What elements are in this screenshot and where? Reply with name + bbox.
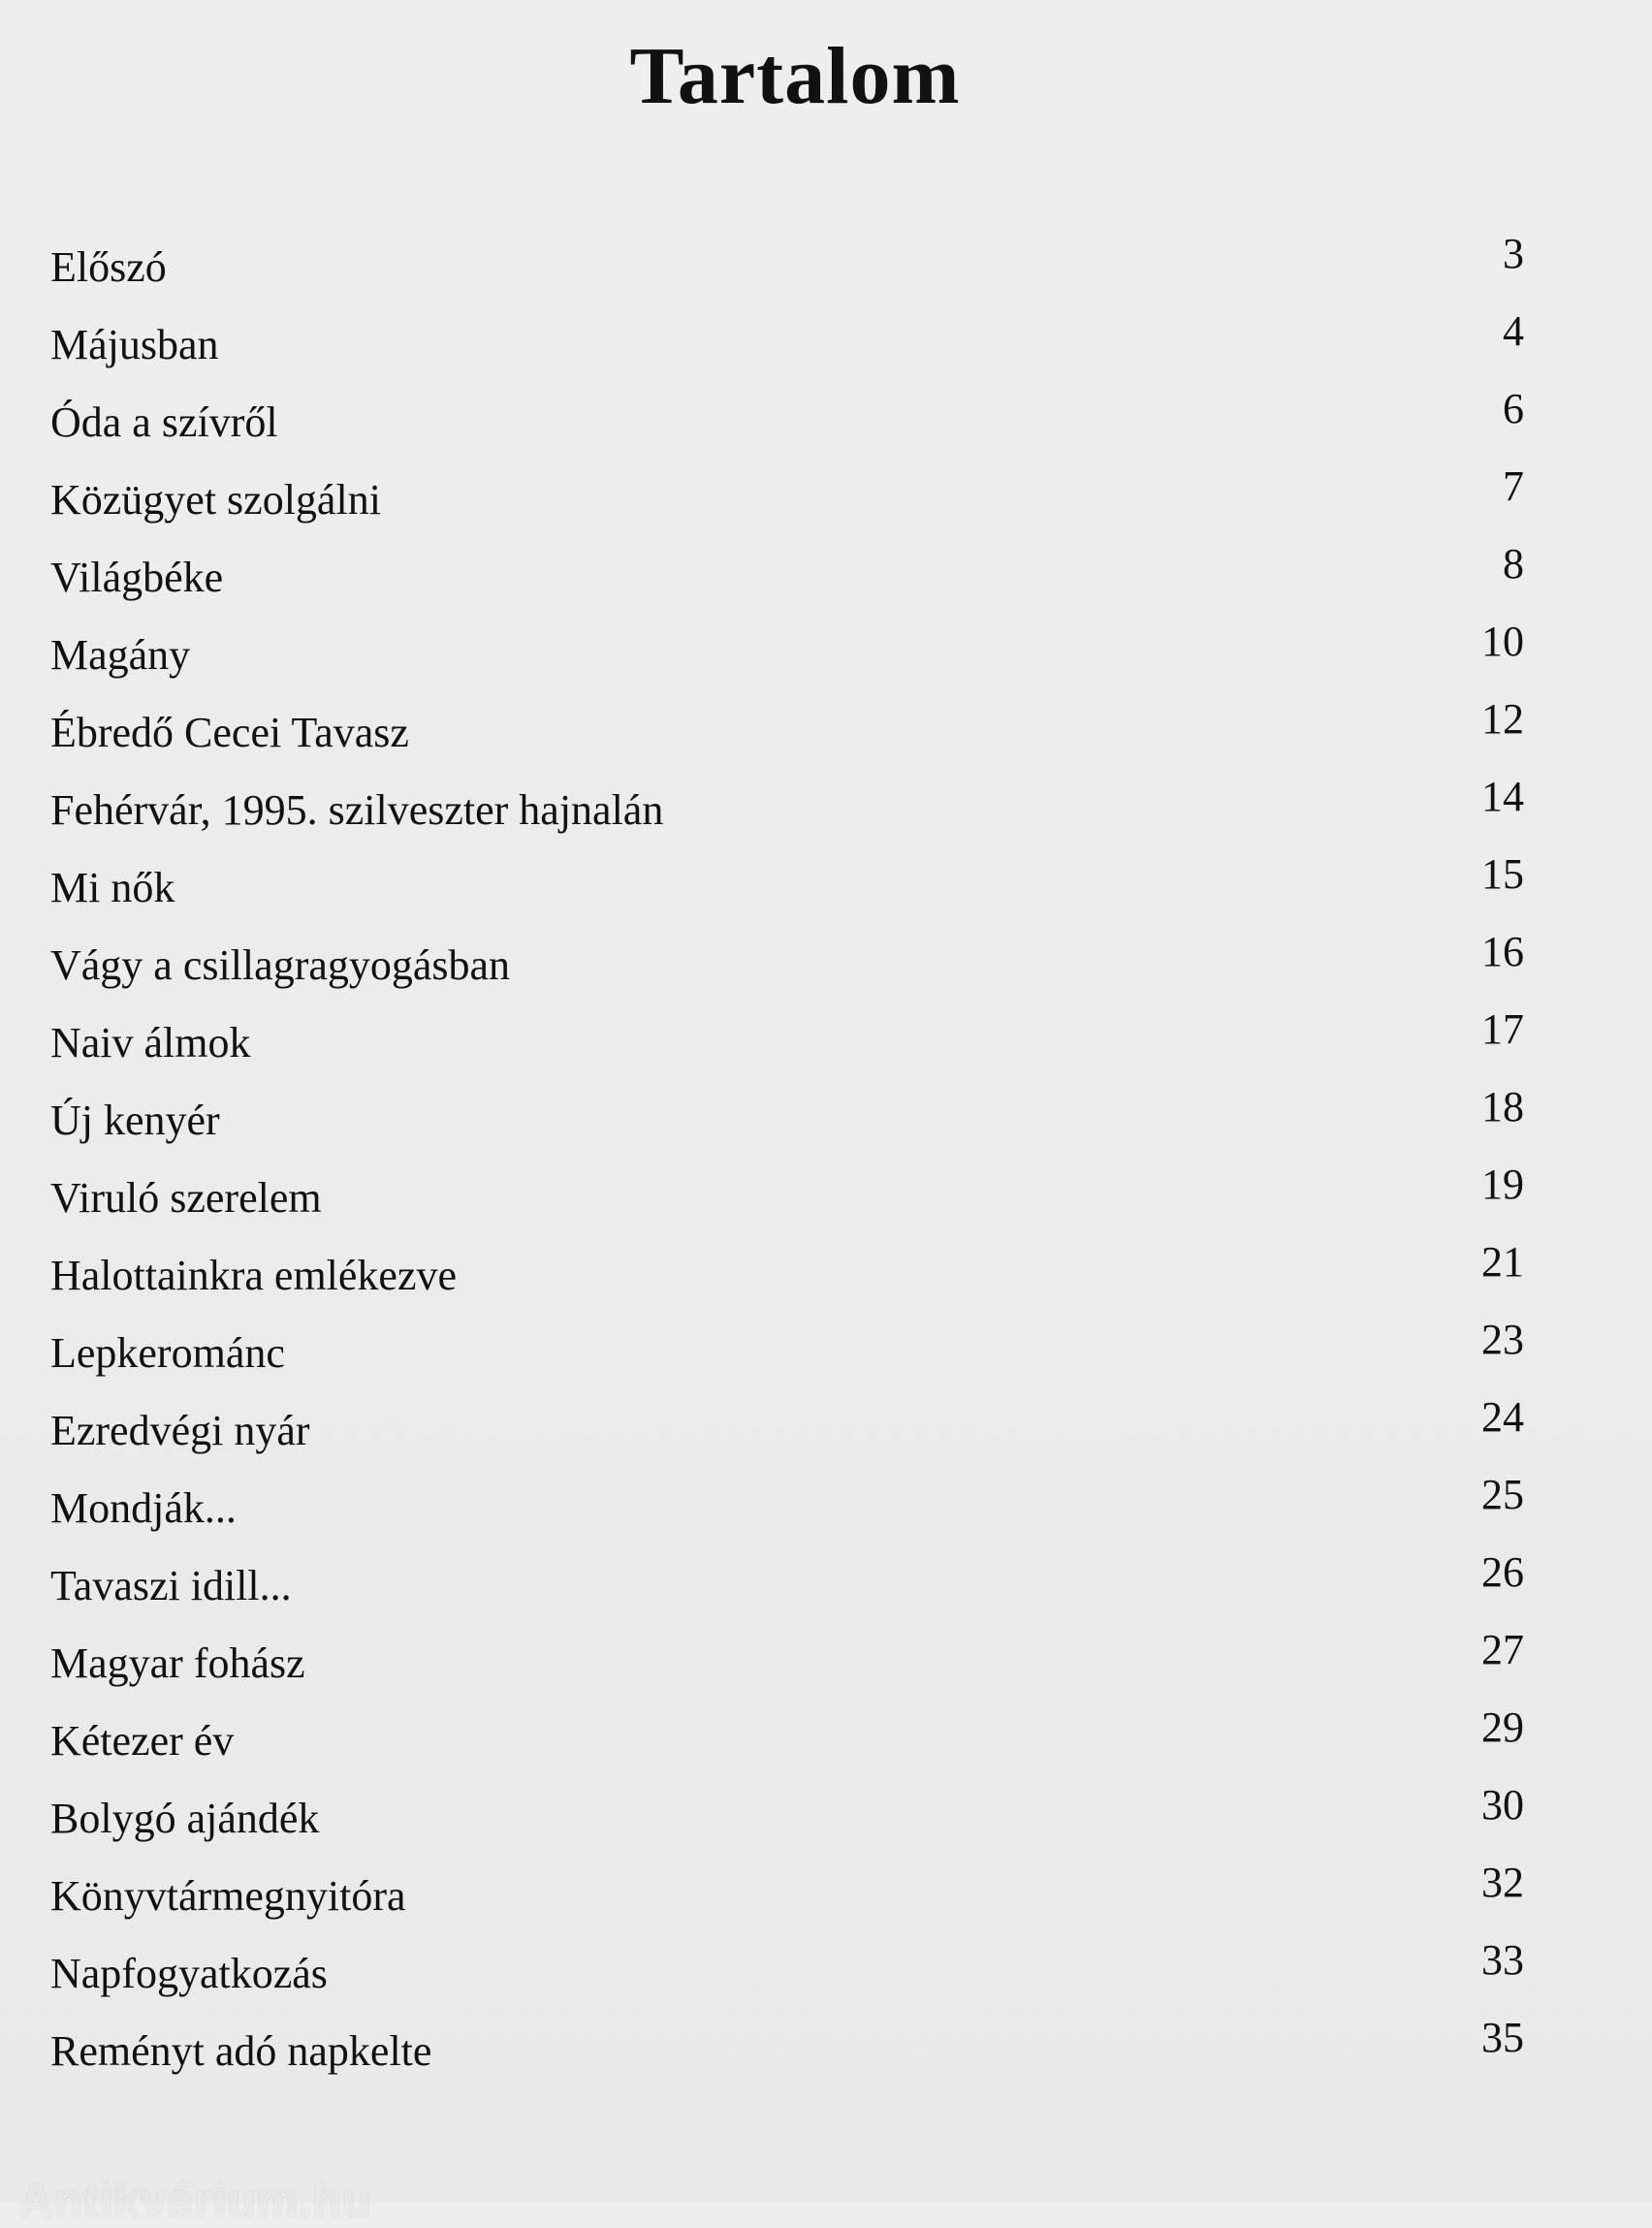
dot-leader <box>200 617 1466 694</box>
toc-entry <box>50 772 1524 849</box>
toc-entry-page-number: 23 <box>1481 1316 1524 1363</box>
dot-leader <box>441 2013 1466 2090</box>
toc-entry-page-number: 6 <box>1503 385 1524 432</box>
dot-leader <box>673 772 1466 849</box>
toc-entry-title: Napfogyatkozás <box>50 1950 328 1997</box>
toc-entry-page-number: 16 <box>1481 928 1524 975</box>
dot-leader <box>229 306 1466 384</box>
page-title: Tartalom <box>629 31 961 121</box>
toc-entry-title: Ébredő Cecei Tavasz <box>50 709 409 756</box>
dot-leader <box>176 229 1466 306</box>
dot-leader <box>295 1315 1466 1392</box>
dot-leader <box>246 1470 1466 1547</box>
toc-entry <box>50 1780 1524 1858</box>
toc-entry-page-number: 21 <box>1481 1238 1524 1286</box>
toc-entry <box>50 1004 1524 1082</box>
toc-entry-title: Reményt adó napkelte <box>50 2027 432 2075</box>
toc-entry-title: Könyvtármegnyitóra <box>50 1872 406 1920</box>
dot-leader <box>233 539 1466 617</box>
toc-entry-page-number: 15 <box>1481 850 1524 898</box>
toc-entry-page-number: 18 <box>1481 1083 1524 1130</box>
dot-leader <box>302 1547 1466 1625</box>
toc-entry <box>50 1315 1524 1392</box>
toc-entry-title: Vágy a csillagragyogásban <box>50 941 511 989</box>
toc-entry <box>50 849 1524 927</box>
toc-entry <box>50 2013 1524 2090</box>
toc-entry <box>50 1082 1524 1160</box>
toc-entry-page-number: 35 <box>1481 2014 1524 2061</box>
toc-entry-title: Mondják... <box>50 1484 237 1532</box>
dot-leader <box>230 1082 1466 1160</box>
dot-leader <box>320 1392 1466 1470</box>
dot-leader <box>466 1237 1466 1315</box>
toc-entry-title: Viruló szerelem <box>50 1174 322 1222</box>
toc-entry-page-number: 27 <box>1481 1626 1524 1673</box>
toc-entry <box>50 384 1524 462</box>
toc-entry-page-number: 14 <box>1481 773 1524 820</box>
toc-entry-title: Ezredvégi nyár <box>50 1407 310 1454</box>
dot-leader <box>416 1858 1466 1935</box>
toc-entry-page-number: 19 <box>1481 1161 1524 1208</box>
dot-leader <box>261 1004 1466 1082</box>
toc-entry <box>50 1625 1524 1703</box>
toc-entry <box>50 1237 1524 1315</box>
toc-entry <box>50 1703 1524 1780</box>
toc-entry-page-number: 3 <box>1503 230 1524 277</box>
dot-leader <box>520 927 1466 1004</box>
toc-entry <box>50 229 1524 306</box>
toc-entry-title: Előszó <box>50 243 167 291</box>
toc-entry-page-number: 26 <box>1481 1548 1524 1596</box>
toc-entry-title: Halottainkra emlékezve <box>50 1252 458 1299</box>
toc-entry-page-number: 8 <box>1503 540 1524 588</box>
toc-entry-title: Mi nők <box>50 864 175 911</box>
watermark: Antikvárium.hu <box>19 2176 372 2227</box>
dot-leader <box>391 462 1466 539</box>
toc-entry-title: Új kenyér <box>50 1097 220 1144</box>
toc-entry-title: Óda a szívről <box>50 398 278 446</box>
dot-leader <box>332 1160 1466 1237</box>
toc-entry-title: Naiv álmok <box>50 1019 251 1066</box>
dot-leader <box>315 1625 1466 1703</box>
toc-entry <box>50 927 1524 1004</box>
toc-entry-title: Fehérvár, 1995. szilveszter hajnalán <box>50 786 664 834</box>
toc-entry-page-number: 29 <box>1481 1703 1524 1751</box>
toc-entry-page-number: 4 <box>1503 307 1524 355</box>
toc-entry-page-number: 25 <box>1481 1471 1524 1518</box>
toc-entry <box>50 1935 1524 2013</box>
toc-entry <box>50 306 1524 384</box>
toc-entry <box>50 1858 1524 1935</box>
toc-entry-title: Lepkerománc <box>50 1329 285 1377</box>
toc-entry-title: Közügyet szolgálni <box>50 476 381 524</box>
toc-entry-page-number: 7 <box>1503 462 1524 510</box>
dot-leader <box>288 384 1466 462</box>
toc-entry-title: Tavaszi idill... <box>50 1562 292 1609</box>
toc-entry <box>50 462 1524 539</box>
toc-entry-page-number: 10 <box>1481 618 1524 665</box>
toc-entry <box>50 1392 1524 1470</box>
dot-leader <box>329 1780 1466 1858</box>
toc-entry-page-number: 24 <box>1481 1393 1524 1441</box>
toc-entry-title: Kétezer év <box>50 1717 235 1765</box>
dot-leader <box>184 849 1466 927</box>
toc-entry <box>50 617 1524 694</box>
toc-entry-page-number: 12 <box>1481 695 1524 743</box>
toc-entry <box>50 539 1524 617</box>
toc-entry-title: Bolygó ajándék <box>50 1795 320 1842</box>
dot-leader <box>419 694 1466 772</box>
table-of-contents <box>50 229 1524 2090</box>
toc-entry <box>50 1470 1524 1547</box>
toc-entry-title: Magány <box>50 631 191 679</box>
toc-entry <box>50 694 1524 772</box>
toc-entry-page-number: 17 <box>1481 1005 1524 1053</box>
toc-entry <box>50 1547 1524 1625</box>
toc-entry <box>50 1160 1524 1237</box>
toc-entry-title: Májusban <box>50 321 219 368</box>
toc-entry-title: Világbéke <box>50 554 224 601</box>
toc-entry-page-number: 33 <box>1481 1936 1524 1984</box>
toc-entry-page-number: 32 <box>1481 1859 1524 1906</box>
dot-leader <box>337 1935 1466 2013</box>
dot-leader <box>243 1703 1466 1780</box>
toc-entry-title: Magyar fohász <box>50 1639 305 1687</box>
toc-entry-page-number: 30 <box>1481 1781 1524 1829</box>
